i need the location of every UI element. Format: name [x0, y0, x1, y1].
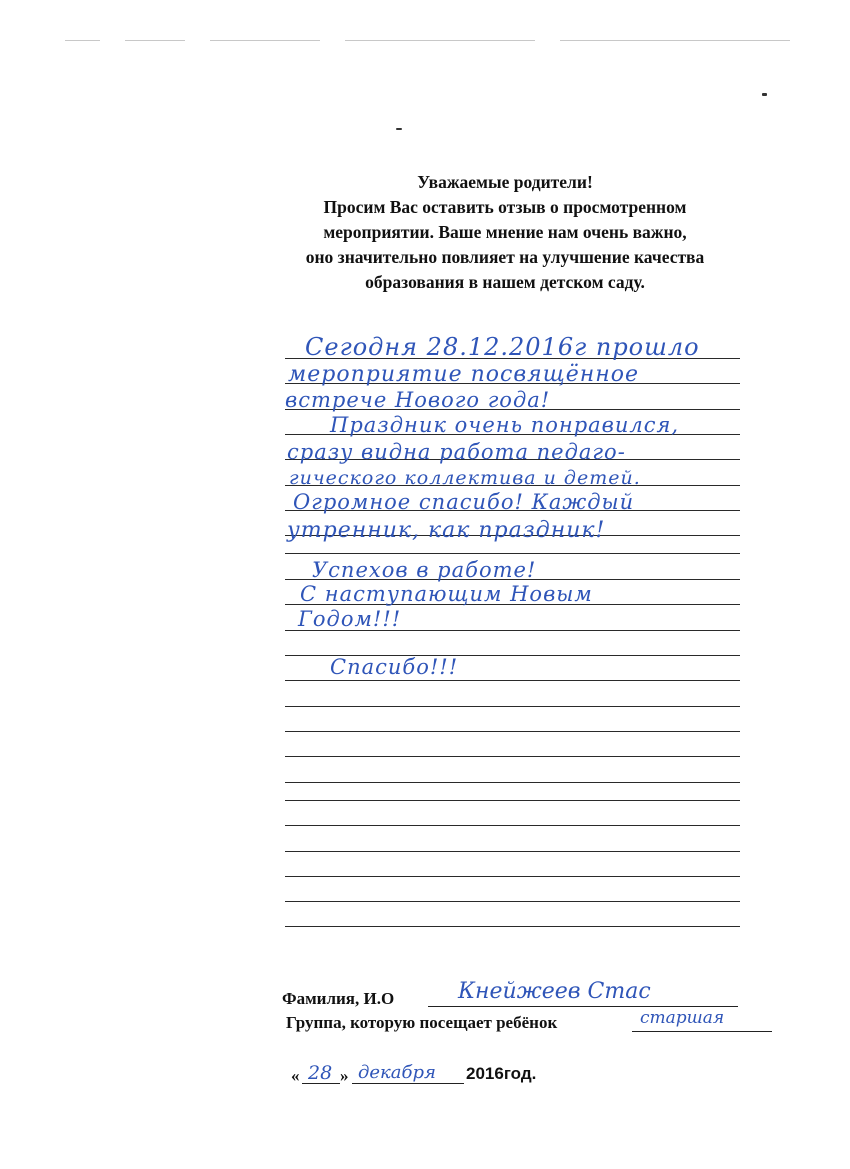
heading-line: оно значительно повлияет на улучшение качества [305, 247, 705, 267]
handwritten-line: встрече Нового года! [285, 388, 551, 412]
name-label: Фамилия, И.О [282, 989, 395, 1008]
handwritten-line: гического коллектива и детей. [289, 467, 641, 489]
heading-line: мероприятии. Ваше мнение нам очень важно, [323, 222, 687, 242]
handwritten-line: Спасибо!!! [330, 655, 459, 679]
scan-edge-mark [560, 40, 790, 41]
ruled-line [285, 825, 740, 826]
handwritten-line: Годом!!! [298, 607, 402, 631]
ruled-line [285, 756, 740, 757]
heading-greeting: Уважаемые родители! [417, 172, 593, 192]
ruled-line [285, 876, 740, 877]
scan-edge-mark [125, 40, 185, 41]
date-close-quote: » [340, 1066, 349, 1085]
ruled-line [285, 851, 740, 852]
date-open-quote: « [291, 1066, 300, 1085]
handwritten-line: Успехов в работе! [312, 558, 537, 582]
handwritten-line: Праздник очень понравился, [330, 413, 680, 437]
name-value: Кнейжеев Стас [458, 979, 651, 1004]
date-day: 28 [308, 1062, 333, 1084]
scan-edge-mark [65, 40, 100, 41]
date-month: декабря [358, 1062, 436, 1083]
group-value: старшая [640, 1008, 725, 1028]
group-field-line [632, 1031, 772, 1032]
date-year: 2016год. [466, 1064, 537, 1083]
handwritten-line: сразу видна работа педаго- [287, 440, 626, 464]
heading-line: Просим Вас оставить отзыв о просмотренном [323, 197, 687, 217]
name-field-line [428, 1006, 738, 1007]
form-heading [240, 170, 770, 295]
handwritten-line: С наступающим Новым [300, 582, 593, 606]
scan-edge-mark [210, 40, 320, 41]
ruled-line [285, 782, 740, 783]
scan-speck [762, 93, 767, 96]
ruled-line [285, 731, 740, 732]
heading-line: образования в нашем детском саду. [365, 272, 645, 292]
month-field-line [352, 1083, 464, 1084]
group-label: Группа, которую посещает ребёнок [286, 1013, 558, 1032]
ruled-line [285, 706, 740, 707]
handwritten-line: мероприятие посвящённое [288, 362, 640, 387]
handwritten-line: Сегодня 28.12.2016г прошло [305, 333, 700, 361]
ruled-line [285, 553, 740, 554]
ruled-line [285, 680, 740, 681]
handwritten-line: Огромное спасибо! Каждый [293, 490, 635, 514]
scan-edge-mark [345, 40, 535, 41]
ruled-line [285, 926, 740, 927]
handwritten-line: утренник, как праздник! [287, 518, 606, 543]
ruled-line [285, 901, 740, 902]
ruled-line [285, 800, 740, 801]
scan-speck [396, 128, 402, 130]
